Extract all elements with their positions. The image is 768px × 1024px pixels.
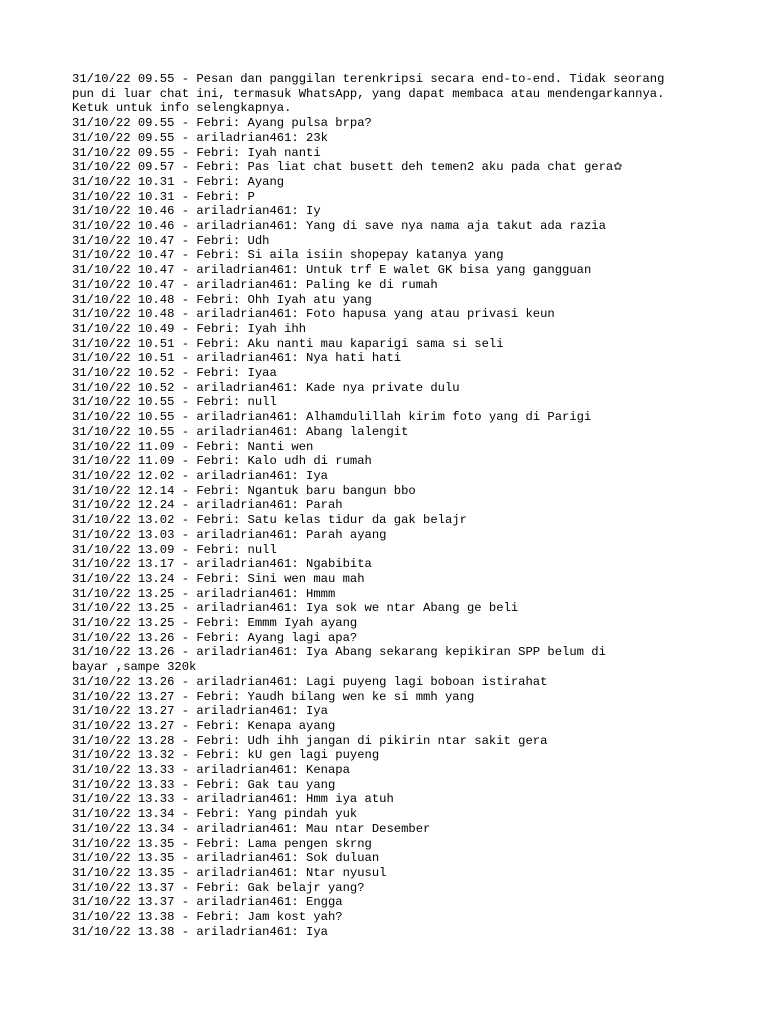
text-line: 31/10/22 13.26 - Febri: Ayang lagi apa?	[72, 630, 358, 645]
text-line: 31/10/22 10.47 - ariladrian461: Paling ke di rumah	[72, 277, 438, 292]
text-line: 31/10/22 13.33 - Febri: Gak tau yang	[72, 777, 336, 792]
text-line: 31/10/22 10.48 - ariladrian461: Foto hapusa yang atau privasi keun	[72, 307, 555, 322]
text-line: 31/10/22 10.47 - ariladrian461: Untuk trf E walet GK bisa yang gangguan	[72, 263, 592, 278]
text-line: 31/10/22 13.26 - ariladrian461: Lagi puyeng lagi boboan istirahat	[72, 674, 548, 689]
text-line: 31/10/22 13.25 - ariladrian461: Hmmm	[72, 586, 336, 601]
text-line: 31/10/22 09.55 - ariladrian461: 23k	[72, 130, 328, 145]
text-line: 31/10/22 13.25 - ariladrian461: Iya sok we ntar Abang ge beli	[72, 601, 519, 616]
text-line: 31/10/22 13.25 - Febri: Emmm Iyah ayang	[72, 616, 358, 631]
text-line: 31/10/22 10.46 - ariladrian461: Iy	[72, 204, 321, 219]
text-line: 31/10/22 09.55 - Febri: Iyah nanti	[72, 145, 321, 160]
text-line: pun di luar chat ini, termasuk WhatsApp, yang dapat membaca atau mendengarkannya.	[72, 86, 665, 101]
text-line: 31/10/22 13.28 - Febri: Udh ihh jangan di pikirin ntar sakit gera	[72, 733, 548, 748]
text-line: Ketuk untuk info selengkapnya.	[72, 101, 292, 116]
text-line: 31/10/22 10.46 - ariladrian461: Yang di save nya nama aja takut ada razia	[72, 219, 606, 234]
text-line: 31/10/22 10.31 - Febri: P	[72, 189, 255, 204]
text-line: 31/10/22 13.17 - ariladrian461: Ngabibita	[72, 557, 372, 572]
text-line: 31/10/22 13.37 - ariladrian461: Engga	[72, 895, 343, 910]
text-line: 31/10/22 11.09 - Febri: Kalo udh di rumah	[72, 454, 372, 469]
text-line: 31/10/22 09.55 - Febri: Ayang pulsa brpa?	[72, 116, 372, 131]
text-line: 31/10/22 13.27 - Febri: Kenapa ayang	[72, 718, 336, 733]
text-line: 31/10/22 13.27 - ariladrian461: Iya	[72, 704, 328, 719]
text-line: 31/10/22 13.33 - ariladrian461: Hmm iya atuh	[72, 792, 394, 807]
text-line: 31/10/22 12.02 - ariladrian461: Iya	[72, 468, 328, 483]
text-line: 31/10/22 13.37 - Febri: Gak belajr yang?	[72, 880, 365, 895]
text-line: 31/10/22 10.55 - ariladrian461: Abang lalengit	[72, 424, 409, 439]
text-line: 31/10/22 13.09 - Febri: null	[72, 542, 277, 557]
text-line: 31/10/22 10.52 - Febri: Iyaa	[72, 366, 277, 381]
text-line: 31/10/22 13.35 - ariladrian461: Sok duluan	[72, 851, 380, 866]
text-line: 31/10/22 13.27 - Febri: Yaudh bilang wen ke si mmh yang	[72, 689, 475, 704]
text-line: 31/10/22 09.57 - Febri: Pas liat chat busett deh temen2 aku pada chat gera	[72, 160, 614, 175]
text-line-with-emoji	[72, 160, 692, 175]
text-line: 31/10/22 13.24 - Febri: Sini wen mau mah	[72, 571, 365, 586]
text-line: 31/10/22 10.55 - Febri: null	[72, 395, 277, 410]
text-line: 31/10/22 13.35 - Febri: Lama pengen skrng	[72, 836, 372, 851]
text-line: 31/10/22 12.14 - Febri: Ngantuk baru bangun bbo	[72, 483, 416, 498]
chat-export-text	[72, 72, 692, 939]
text-line: 31/10/22 10.51 - ariladrian461: Nya hati hati	[72, 351, 402, 366]
text-line: 31/10/22 10.55 - ariladrian461: Alhamdulillah kirim foto yang di Parigi	[72, 410, 592, 425]
text-line: 31/10/22 13.26 - ariladrian461: Iya Abang sekarang kepikiran SPP belum di	[72, 645, 606, 660]
text-line: 31/10/22 13.38 - ariladrian461: Iya	[72, 924, 328, 939]
text-line: 31/10/22 10.48 - Febri: Ohh Iyah atu yang	[72, 292, 372, 307]
text-line: bayar ,sampe 320k	[72, 660, 197, 675]
text-line: 31/10/22 09.55 - Pesan dan panggilan terenkripsi secara end-to-end. Tidak seorang	[72, 72, 665, 86]
text-line: 31/10/22 10.47 - Febri: Udh	[72, 233, 270, 248]
text-line: 31/10/22 13.33 - ariladrian461: Kenapa	[72, 763, 350, 778]
text-line: 31/10/22 13.35 - ariladrian461: Ntar nyusul	[72, 865, 387, 880]
text-line: 31/10/22 10.52 - ariladrian461: Kade nya private dulu	[72, 380, 460, 395]
text-line: 31/10/22 10.49 - Febri: Iyah ihh	[72, 321, 307, 336]
text-line: 31/10/22 13.03 - ariladrian461: Parah ayang	[72, 527, 387, 542]
text-line: 31/10/22 11.09 - Febri: Nanti wen	[72, 439, 314, 454]
text-line: 31/10/22 13.32 - Febri: kU gen lagi puyeng	[72, 748, 380, 763]
text-line: 31/10/22 13.02 - Febri: Satu kelas tidur da gak belajr	[72, 513, 467, 528]
text-line: 31/10/22 13.38 - Febri: Jam kost yah?	[72, 910, 343, 925]
text-line: 31/10/22 10.51 - Febri: Aku nanti mau kaparigi sama si seli	[72, 336, 504, 351]
emoji-glyph-icon: ✿	[613, 160, 623, 174]
text-line: 31/10/22 13.34 - Febri: Yang pindah yuk	[72, 807, 358, 822]
text-line: 31/10/22 10.31 - Febri: Ayang	[72, 174, 285, 189]
text-line: 31/10/22 10.47 - Febri: Si aila isiin shopepay katanya yang	[72, 248, 504, 263]
text-line: 31/10/22 12.24 - ariladrian461: Parah	[72, 498, 343, 513]
text-line: 31/10/22 13.34 - ariladrian461: Mau ntar Desember	[72, 821, 431, 836]
